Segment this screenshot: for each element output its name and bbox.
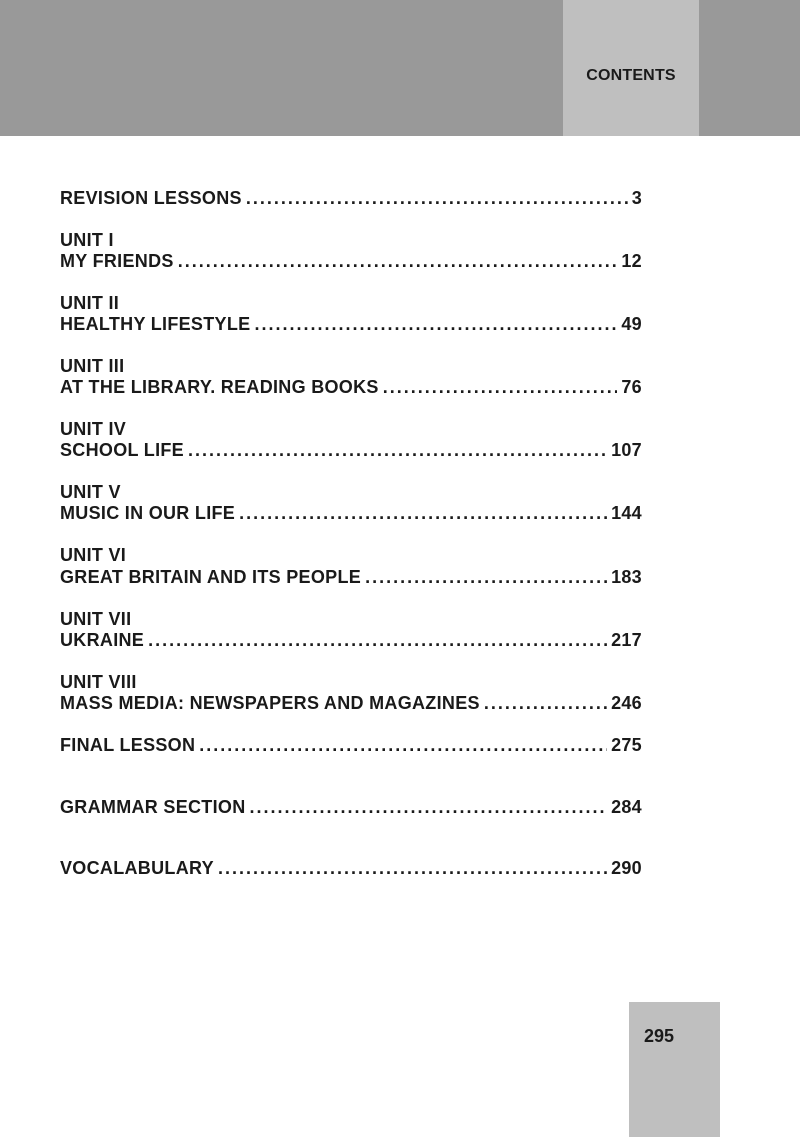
toc-entry-revision-lessons[interactable] xyxy=(60,187,642,209)
toc-entry-page: 49 xyxy=(621,314,642,334)
toc-entry-unit-3[interactable] xyxy=(60,376,642,398)
toc-unit-label-5: UNIT V xyxy=(60,482,121,502)
toc-unit-label-8: UNIT VIII xyxy=(60,672,137,692)
toc-unit-label-3: UNIT III xyxy=(60,356,125,376)
toc-entry-title: MUSIC IN OUR LIFE xyxy=(60,503,236,523)
dot-leader xyxy=(188,439,607,461)
toc-unit-label-2: UNIT II xyxy=(60,293,120,313)
toc-unit-label-4: UNIT IV xyxy=(60,419,127,439)
toc-entry-title: GREAT BRITAIN AND ITS PEOPLE xyxy=(60,567,362,587)
toc-entry-title: VOCALABULARY xyxy=(60,858,214,878)
dot-leader xyxy=(199,734,607,756)
dot-leader xyxy=(239,502,607,524)
toc-entry-unit-5[interactable] xyxy=(60,502,642,524)
toc-entry-unit-8[interactable] xyxy=(60,692,642,714)
toc-entry-page: 275 xyxy=(611,735,642,755)
toc-entry-title: REVISION LESSONS xyxy=(60,188,242,208)
toc-entry-grammar-section[interactable] xyxy=(60,796,642,818)
toc-entry-page: 76 xyxy=(621,377,642,397)
dot-leader xyxy=(250,796,608,818)
toc-entry-unit-1[interactable] xyxy=(60,250,642,272)
dot-leader xyxy=(148,629,607,651)
toc-entry-page: 12 xyxy=(621,251,642,271)
toc-entry-title: MASS MEDIA: NEWSPAPERS AND MAGAZINES xyxy=(60,693,480,713)
toc-entry-page: 183 xyxy=(611,567,642,587)
toc-entry-unit-4[interactable] xyxy=(60,439,642,461)
toc-entry-page: 3 xyxy=(631,188,642,208)
toc-entry-final-lesson[interactable] xyxy=(60,734,642,756)
dot-leader xyxy=(178,250,618,272)
toc-entry-unit-7[interactable] xyxy=(60,629,642,651)
dot-leader xyxy=(365,566,607,588)
toc-entry-title: FINAL LESSON xyxy=(60,735,196,755)
toc-entry-page: 284 xyxy=(611,797,642,817)
dot-leader xyxy=(254,313,617,335)
toc-unit-label-7: UNIT VII xyxy=(60,609,132,629)
toc-entry-unit-2[interactable] xyxy=(60,313,642,335)
toc-entry-title: GRAMMAR SECTION xyxy=(60,797,246,817)
section-title: CONTENTS xyxy=(586,67,676,84)
toc-entry-page: 217 xyxy=(611,630,642,650)
dot-leader xyxy=(484,692,607,714)
toc-unit-label-1: UNIT I xyxy=(60,230,114,250)
toc-entry-title: UKRAINE xyxy=(60,630,145,650)
dot-leader xyxy=(383,376,618,398)
toc-unit-label-6: UNIT VI xyxy=(60,545,127,565)
toc-entry-page: 290 xyxy=(611,858,642,878)
toc-entry-unit-6[interactable] xyxy=(60,566,642,588)
toc-entry-title: SCHOOL LIFE xyxy=(60,440,184,460)
page-number-tab xyxy=(629,1002,720,1137)
dot-leader xyxy=(246,187,628,209)
toc-entry-title: HEALTHY LIFESTYLE xyxy=(60,314,251,334)
page-number: 295 xyxy=(643,1026,675,1046)
toc-entry-title: MY FRIENDS xyxy=(60,251,174,271)
toc-entry-page: 107 xyxy=(611,440,642,460)
toc-entry-page: 246 xyxy=(611,693,642,713)
toc-entry-page: 144 xyxy=(611,503,642,523)
toc-entry-title: AT THE LIBRARY. READING BOOKS xyxy=(60,377,379,397)
toc-entry-vocabulary[interactable] xyxy=(60,857,642,879)
dot-leader xyxy=(218,857,607,879)
